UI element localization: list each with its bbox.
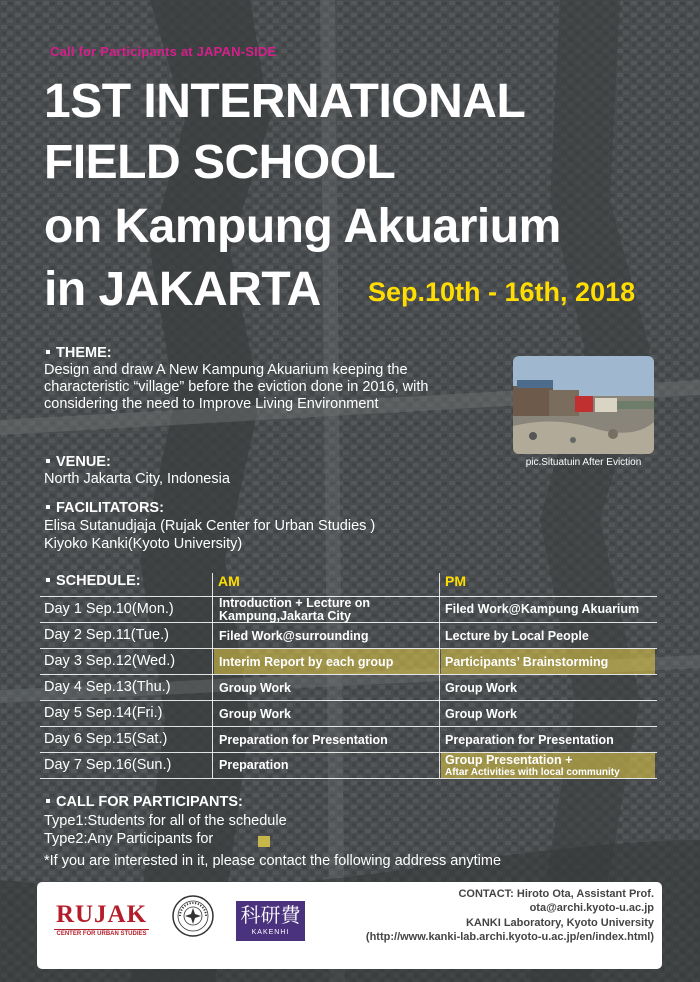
theme-heading bbox=[46, 345, 112, 361]
schedule-day-6: Day 6 Sep.15(Sat.) bbox=[44, 731, 168, 747]
schedule-rule bbox=[40, 674, 657, 675]
participant-type-2: Type2:Any Participants for bbox=[44, 831, 214, 847]
event-dates: Sep.10th - 16th, 2018 bbox=[368, 277, 636, 307]
schedule-rule bbox=[40, 648, 657, 649]
contact-lab: KANKI Laboratory, Kyoto University bbox=[465, 917, 654, 929]
rujak-logo-name: RUJAK bbox=[55, 901, 148, 928]
schedule-day-2: Day 2 Sep.11(Tue.) bbox=[44, 627, 169, 643]
schedule-day-1-pm: Filed Work@Kampung Akuarium bbox=[445, 602, 640, 616]
bullet-icon bbox=[46, 505, 50, 509]
call-heading bbox=[46, 794, 243, 810]
schedule-day-7-pm: Group Presentation + bbox=[445, 753, 573, 767]
facilitators-heading-label: FACILITATORS: bbox=[56, 500, 164, 516]
schedule-day-5-am: Group Work bbox=[219, 707, 291, 721]
schedule-day-1-am-line: Introduction + Lecture on bbox=[219, 596, 371, 610]
schedule-day-4-am: Group Work bbox=[219, 681, 291, 695]
schedule-day-3: Day 3 Sep.12(Wed.) bbox=[44, 653, 176, 669]
schedule-day-6-am: Preparation for Presentation bbox=[219, 733, 388, 747]
schedule-day-4-pm: Group Work bbox=[445, 681, 517, 695]
bullet-icon bbox=[46, 578, 50, 582]
schedule-day-3-am: Interim Report by each group bbox=[219, 655, 394, 669]
facilitator-2: Kiyoko Kanki(Kyoto University) bbox=[44, 536, 243, 552]
kakenhi-roman: KAKENHI bbox=[251, 929, 290, 936]
bullet-icon bbox=[46, 459, 50, 463]
schedule-rule bbox=[40, 778, 657, 779]
theme-description: Design and draw A New Kampung Akuarium keeping the characteristic “village” before the eviction done in 2016, with considering the need to Improve Living Environment bbox=[44, 362, 429, 412]
schedule-day-2-pm: Lecture by Local People bbox=[445, 629, 589, 643]
schedule-day-1-am bbox=[219, 597, 370, 623]
contact-person: CONTACT: Hiroto Ota, Assistant Prof. bbox=[458, 888, 654, 900]
contact-note: *If you are interested in it, please contact the following address anytime bbox=[44, 853, 502, 869]
title-line-4: in JAKARTA bbox=[44, 263, 321, 316]
title-line-1: 1ST INTERNATIONAL bbox=[44, 75, 526, 128]
schedule-day-3-pm: Participants’ Brainstorming bbox=[445, 655, 609, 669]
column-divider-am bbox=[212, 573, 213, 778]
rujak-logo-subtitle: CENTER FOR URBAN STUDIES bbox=[54, 929, 149, 937]
highlight-swatch bbox=[258, 836, 270, 847]
call-for-participants-label: Call for Participants at JAPAN-SIDE bbox=[50, 44, 277, 59]
theme-heading-label: THEME: bbox=[56, 345, 112, 361]
schedule-day-4: Day 4 Sep.13(Thu.) bbox=[44, 679, 171, 695]
venue-text: North Jakarta City, Indonesia bbox=[44, 471, 230, 487]
schedule-day-1-am-line: Kampung,Jakarta City bbox=[219, 609, 351, 623]
schedule-day-5-pm: Group Work bbox=[445, 707, 517, 721]
rujak-logo bbox=[54, 902, 149, 940]
schedule-rule bbox=[40, 700, 657, 701]
eviction-site-photo bbox=[513, 356, 654, 454]
title-line-3: on Kampung Akuarium bbox=[44, 200, 561, 253]
venue-heading bbox=[46, 454, 111, 470]
title-line-2: FIELD SCHOOL bbox=[44, 136, 396, 189]
schedule-rule bbox=[40, 726, 657, 727]
schedule-day-6-pm: Preparation for Presentation bbox=[445, 733, 614, 747]
schedule-heading-label: SCHEDULE: bbox=[56, 573, 141, 589]
facilitators-heading bbox=[46, 500, 164, 516]
schedule-day-7-pm-sub: Aftar Activities with local community bbox=[445, 767, 620, 778]
photo-caption: pic.Situatuin After Eviction bbox=[525, 457, 642, 468]
schedule-day-5: Day 5 Sep.14(Fri.) bbox=[44, 705, 163, 721]
schedule-day-7: Day 7 Sep.16(Sun.) bbox=[44, 757, 172, 773]
schedule-day-2-am: Filed Work@surrounding bbox=[219, 629, 369, 643]
kakenhi-logo bbox=[236, 901, 305, 941]
venue-heading-label: VENUE: bbox=[56, 454, 111, 470]
bullet-icon bbox=[46, 350, 50, 354]
facilitator-1: Elisa Sutanudjaja (Rujak Center for Urban Studies ) bbox=[44, 518, 376, 534]
participant-type-1: Type1:Students for all of the schedule bbox=[44, 813, 287, 829]
kyoto-university-seal-icon bbox=[172, 895, 214, 937]
schedule-day-7-am: Preparation bbox=[219, 758, 289, 772]
call-heading-label: CALL FOR PARTICIPANTS: bbox=[56, 794, 243, 810]
schedule-day-1: Day 1 Sep.10(Mon.) bbox=[44, 601, 174, 617]
am-column-header: AM bbox=[218, 573, 240, 589]
column-divider-pm bbox=[439, 573, 440, 778]
bullet-icon bbox=[46, 799, 50, 803]
pm-column-header: PM bbox=[445, 573, 466, 589]
contact-email[interactable]: ota@archi.kyoto-u.ac.jp bbox=[529, 902, 654, 914]
contact-url[interactable]: (http://www.kanki-lab.archi.kyoto-u.ac.jp/en/index.html) bbox=[365, 931, 654, 943]
kakenhi-kanji: 科研費 bbox=[240, 903, 301, 927]
schedule-heading bbox=[46, 573, 141, 589]
